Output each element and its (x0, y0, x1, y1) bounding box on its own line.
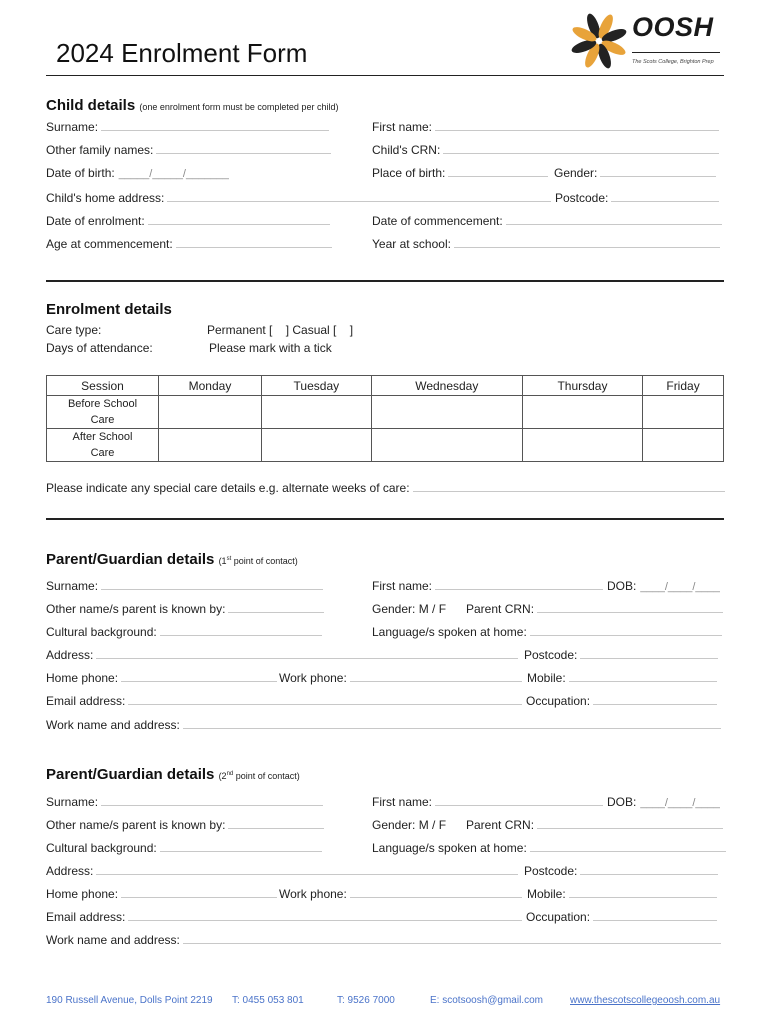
child-gender-field[interactable] (554, 166, 716, 180)
field-line[interactable] (569, 887, 717, 898)
care-type-label: Care type: (46, 323, 102, 337)
field-label: Occupation: (526, 694, 591, 708)
g1-parent-crn-field[interactable] (466, 602, 723, 616)
g2-gender[interactable]: Gender: M / F (372, 818, 447, 832)
field-line[interactable] (101, 579, 323, 590)
tick-cell[interactable] (643, 396, 724, 429)
field-line[interactable] (580, 648, 718, 659)
g1-occupation-field[interactable] (526, 694, 717, 708)
g2-postcode-field[interactable] (524, 864, 718, 878)
field-label: Email address: (46, 910, 126, 924)
dob-blank[interactable]: _____/_____/_______ (118, 168, 229, 180)
field-label: Please indicate any special care details e.g. alternate weeks of care: (46, 481, 410, 495)
field-label: Date of birth: (46, 166, 115, 180)
field-line[interactable] (228, 602, 324, 613)
field-line[interactable] (160, 841, 322, 852)
section-title: Parent/Guardian details (46, 766, 215, 783)
tick-cell[interactable] (159, 429, 262, 462)
field-label: First name: (372, 120, 433, 134)
field-line[interactable] (128, 694, 522, 705)
tick-cell[interactable] (371, 396, 522, 429)
section-note (219, 771, 300, 781)
field-label: Place of birth: (372, 166, 446, 180)
age-at-commencement-field[interactable] (46, 237, 332, 251)
g2-email-field[interactable] (46, 910, 522, 924)
field-line[interactable] (435, 795, 603, 806)
field-label: Year at school: (372, 237, 451, 251)
field-line[interactable] (448, 166, 548, 177)
field-label: First name: (372, 579, 433, 593)
g2-first-name-field[interactable] (372, 795, 603, 809)
field-label: Date of commencement: (372, 214, 503, 228)
field-label: Address: (46, 864, 94, 878)
session-cell (47, 396, 159, 429)
guardian1-heading (46, 551, 298, 568)
child-postcode-field[interactable] (555, 191, 719, 205)
field-label: Cultural background: (46, 841, 157, 855)
date-of-enrolment-field[interactable] (46, 214, 330, 228)
note-text: point of contact) (231, 556, 298, 566)
days-of-attendance-label: Days of attendance: (46, 341, 153, 355)
field-line[interactable] (413, 481, 725, 492)
field-label: Occupation: (526, 910, 591, 924)
table-row (47, 429, 724, 462)
field-label: Address: (46, 648, 94, 662)
child-other-names-field[interactable] (46, 143, 331, 157)
field-line[interactable] (454, 237, 720, 248)
note-sup: nd (226, 771, 234, 777)
logo-wordmark: OOSH (632, 12, 714, 42)
field-line[interactable] (350, 671, 522, 682)
g1-work-phone-field[interactable] (279, 671, 522, 685)
field-line[interactable] (101, 120, 329, 131)
g1-work-name-address-field[interactable] (46, 718, 721, 732)
oosh-logo (568, 8, 728, 74)
field-line[interactable] (530, 841, 726, 852)
section-divider (46, 280, 724, 282)
field-label: Home phone: (46, 887, 119, 901)
field-line[interactable] (160, 625, 322, 636)
note-text: point of contact) (233, 771, 300, 781)
field-line[interactable] (183, 933, 721, 944)
attendance-table (46, 375, 724, 462)
field-label: Work phone: (279, 671, 347, 685)
field-label: Parent CRN: (466, 602, 535, 616)
section-note (219, 556, 298, 566)
field-line[interactable] (183, 718, 721, 729)
field-label: First name: (372, 795, 433, 809)
g2-home-phone-field[interactable] (46, 887, 277, 901)
dob-blank[interactable]: ____/____/____ (640, 797, 720, 809)
g2-other-names-field[interactable] (46, 818, 324, 832)
table-header: Friday (643, 376, 724, 396)
field-line[interactable] (580, 864, 718, 875)
field-line[interactable] (128, 910, 522, 921)
dob-blank[interactable]: ____/____/____ (640, 581, 720, 593)
field-label: Work phone: (279, 887, 347, 901)
field-line[interactable] (569, 671, 717, 682)
field-line[interactable] (96, 864, 518, 875)
field-line[interactable] (228, 818, 324, 829)
field-line[interactable] (593, 694, 717, 705)
footer-email[interactable]: E: scotsoosh@gmail.com (430, 995, 543, 1006)
g2-parent-crn-field[interactable] (466, 818, 723, 832)
field-line[interactable] (443, 143, 719, 154)
child-place-of-birth-field[interactable] (372, 166, 548, 180)
field-line[interactable] (537, 818, 723, 829)
field-line[interactable] (506, 214, 722, 225)
child-home-address-field[interactable] (46, 191, 551, 205)
field-label: Parent CRN: (466, 818, 535, 832)
g2-occupation-field[interactable] (526, 910, 717, 924)
g1-email-field[interactable] (46, 694, 522, 708)
field-line[interactable] (148, 214, 330, 225)
tick-cell[interactable] (371, 429, 522, 462)
footer-phone-landline: T: 9526 7000 (337, 995, 395, 1006)
note-sup: st (226, 556, 232, 562)
session-label: Care (90, 414, 115, 426)
logo-divider (632, 52, 720, 53)
g2-mobile-field[interactable] (527, 887, 717, 901)
g2-address-field[interactable] (46, 864, 518, 878)
logo-tagline: The Scots College, Brighton Prep (632, 59, 714, 65)
table-header: Wednesday (371, 376, 522, 396)
field-label: Work name and address: (46, 933, 180, 947)
child-details-heading (46, 97, 338, 114)
year-at-school-field[interactable] (372, 237, 720, 251)
table-header: Tuesday (261, 376, 371, 396)
tick-cell[interactable] (159, 396, 262, 429)
field-line[interactable] (593, 910, 717, 921)
g1-cultural-field[interactable] (46, 625, 322, 639)
care-type-options[interactable]: Permanent [ ] Casual [ ] (207, 323, 354, 337)
table-header: Session (47, 376, 159, 396)
footer-address: 190 Russell Avenue, Dolls Point 2219 (46, 995, 213, 1006)
field-label: Postcode: (524, 864, 578, 878)
session-label: Before School (67, 398, 138, 410)
field-label: Date of enrolment: (46, 214, 145, 228)
flower-icon (568, 8, 630, 74)
tick-cell[interactable] (522, 429, 642, 462)
tick-cell[interactable] (643, 429, 724, 462)
special-care-field[interactable] (46, 481, 725, 495)
field-line[interactable] (121, 671, 277, 682)
field-label: Home phone: (46, 671, 119, 685)
field-label: Other name/s parent is known by: (46, 602, 226, 616)
footer-phone-mobile: T: 0455 053 801 (232, 995, 304, 1006)
field-line[interactable] (176, 237, 332, 248)
child-dob-field[interactable] (46, 166, 229, 180)
g2-surname-field[interactable] (46, 795, 323, 809)
g2-cultural-field[interactable] (46, 841, 322, 855)
g1-other-names-field[interactable] (46, 602, 324, 616)
note-text: (2 (218, 771, 227, 781)
child-crn-field[interactable] (372, 143, 719, 157)
section-divider (46, 518, 724, 520)
field-label: Other name/s parent is known by: (46, 818, 226, 832)
g1-gender[interactable]: Gender: M / F (372, 602, 447, 616)
field-line[interactable] (101, 795, 323, 806)
session-label: After School (72, 431, 133, 443)
g1-dob-field[interactable] (607, 579, 720, 593)
guardian2-heading (46, 766, 300, 783)
g2-languages-field[interactable] (372, 841, 726, 855)
g1-address-field[interactable] (46, 648, 518, 662)
field-line[interactable] (435, 120, 719, 131)
field-line[interactable] (435, 579, 603, 590)
table-header-row (47, 376, 724, 396)
field-label: Mobile: (527, 887, 566, 901)
session-cell (47, 429, 159, 462)
table-header: Monday (159, 376, 262, 396)
field-label: Child's CRN: (372, 143, 441, 157)
field-line[interactable] (167, 191, 551, 202)
enrolment-details-heading: Enrolment details (46, 301, 172, 318)
child-surname-field[interactable] (46, 120, 329, 134)
tick-cell[interactable] (261, 429, 371, 462)
field-label: Postcode: (524, 648, 578, 662)
footer-website-link[interactable]: www.thescotscollegeoosh.com.au (570, 995, 721, 1006)
g1-languages-field[interactable] (372, 625, 722, 639)
field-line[interactable] (121, 887, 277, 898)
field-label: Email address: (46, 694, 126, 708)
section-title: Parent/Guardian details (46, 551, 215, 568)
tick-cell[interactable] (522, 396, 642, 429)
section-note: (one enrolment form must be completed per child) (139, 102, 339, 112)
field-label: Mobile: (527, 671, 566, 685)
field-label: Age at commencement: (46, 237, 173, 251)
g1-mobile-field[interactable] (527, 671, 717, 685)
field-label: DOB: (607, 795, 637, 809)
g2-work-name-address-field[interactable] (46, 933, 721, 947)
page-title: 2024 Enrolment Form (56, 38, 308, 68)
g1-surname-field[interactable] (46, 579, 323, 593)
table-header: Thursday (522, 376, 642, 396)
g1-home-phone-field[interactable] (46, 671, 277, 685)
field-label: Gender: (554, 166, 598, 180)
field-label: Surname: (46, 120, 99, 134)
field-label: Child's home address: (46, 191, 165, 205)
field-line[interactable] (530, 625, 722, 636)
child-first-name-field[interactable] (372, 120, 719, 134)
note-text: (1 (218, 556, 227, 566)
field-line[interactable] (350, 887, 522, 898)
field-label: Surname: (46, 795, 99, 809)
tick-note: Please mark with a tick (209, 341, 332, 355)
field-label: Language/s spoken at home: (372, 841, 527, 855)
field-label: Postcode: (555, 191, 609, 205)
field-line[interactable] (600, 166, 716, 177)
g1-postcode-field[interactable] (524, 648, 718, 662)
table-row (47, 396, 724, 429)
tick-cell[interactable] (261, 396, 371, 429)
session-label: Care (90, 447, 115, 459)
title-divider (46, 75, 724, 76)
field-label: Cultural background: (46, 625, 157, 639)
field-label: Work name and address: (46, 718, 180, 732)
field-label: DOB: (607, 579, 637, 593)
g2-dob-field[interactable] (607, 795, 720, 809)
field-line[interactable] (96, 648, 518, 659)
g1-first-name-field[interactable] (372, 579, 603, 593)
date-of-commencement-field[interactable] (372, 214, 722, 228)
field-line[interactable] (156, 143, 331, 154)
field-label: Language/s spoken at home: (372, 625, 527, 639)
g2-work-phone-field[interactable] (279, 887, 522, 901)
field-line[interactable] (537, 602, 723, 613)
section-title: Child details (46, 97, 136, 114)
field-line[interactable] (611, 191, 719, 202)
field-label: Surname: (46, 579, 99, 593)
field-label: Other family names: (46, 143, 154, 157)
